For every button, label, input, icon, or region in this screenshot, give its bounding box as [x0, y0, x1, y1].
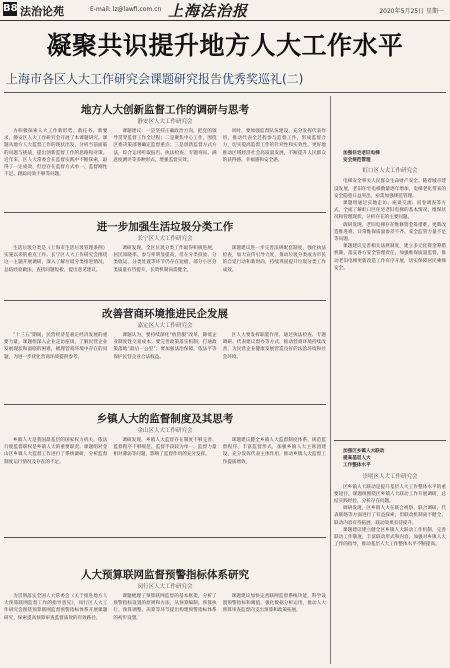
paragraph: 电梯安全事关人民群众生命财产安全。随着城市建设发展，老旧住宅电梯数量逐年增加，电梯老化带来的安全隐患日益突出，亟需加强规范管理。: [334, 179, 446, 199]
sidebar: [334, 98, 446, 664]
text-column: [4, 593, 107, 664]
article-body: [4, 128, 326, 210]
sidebar-article-divider: [334, 440, 446, 441]
text-column: [4, 437, 107, 535]
paragraph: 课题建议建立健全区乡镇人大联动工作机制，完善联动工作制度，丰富联动形式和内容，加强对乡镇人大工作的指导，推动基层人大工作整体水平不断提高。: [334, 527, 446, 548]
paragraph: “十三五”期间，民营经济是嘉定经济发展的重要力量。课题组深入企业走访座谈，了解民营企业发展现状和面临的困难，梳理营商环境中存在的问题，为进一步优化营商环境提供参考。: [4, 333, 108, 360]
article-title: 人大预算联网监督预警指标体系研究: [81, 569, 249, 581]
article-1: [4, 98, 326, 210]
text-column: [223, 332, 326, 403]
text-column: [4, 128, 107, 210]
sidebar-article-2: [334, 448, 446, 664]
article-byline: 闵行区人大工作研究会: [137, 584, 193, 590]
article-byline: 长宁区人大工作研究会: [137, 236, 193, 242]
paragraph: 乡镇人大是我国最基层的国家权力机关，依法行使监督职权是乡镇人大的重要职责。课题组对金山区乡镇人大监督工作进行了系统调研，分析监督制度运行情况及存在的不足。: [4, 438, 108, 465]
section-name: 法治论苑: [20, 5, 64, 18]
article-body: [4, 593, 326, 664]
sidebar-article-title: 安全规范管理: [343, 158, 371, 164]
text-column: [113, 593, 216, 664]
sidebar-article-title: 加强住宅老旧电梯: [343, 151, 380, 156]
paragraph: 课题建议健全乡镇人大监督制度体系，规范监督程序，丰富监督形式，加强乡镇人大主席团建设，充分发挥代表主体作用，推动乡镇人大监督工作提质增效。: [222, 438, 326, 465]
paragraph: 调研发现，老旧电梯存在维修资金筹措难、更新改造推进难、日常维保质量参差不齐、安全监管力量不足等问题。: [334, 222, 446, 243]
article-2: [4, 215, 326, 299]
article-4: [4, 407, 326, 535]
sidebar-article-1: [334, 150, 446, 432]
contact-email: E-mail: lz@lawfi.com.cn: [90, 6, 162, 13]
article-byline: 金山区人大工作研究会: [137, 428, 193, 434]
paragraph: 为积极探索人大工作新形势、新任务、新要求，静安区人大工作研究会开展了本课题研究。课题从地方人大监督工作的现状出发，分析当前面临的问题与挑战，提出创新监督工作的思路和对策。近年来，区人大常委会在监督实践中不断探索，取得了一定成效，但也存在监督方式单一、监督刚性不足、跟踪问效不够等问题。: [4, 129, 108, 178]
paragraph: 为贯彻落实全国人大常委会《关于推进地方人大预算联网监督工作的指导意见》，闵行区人大工作研究会围绕预算联网监督预警指标体系开展课题研究，探索提高预算审查监督质效的有效路径。: [4, 594, 108, 621]
text-column: [223, 245, 326, 299]
text-column: [113, 128, 216, 210]
article-3: [4, 303, 326, 403]
paragraph: 课题建议：一是坚持正确政治方向，把党的领导贯穿监督工作全过程；二是聚焦中心工作，围绕区委决策部署确定监督重点；三是创新监督方式方法，综合运用听取报告、执法检查、专题询问、满意度测评等多种形式，增强监督实效。: [113, 129, 217, 163]
paragraph: 区人大要发挥职能作用，通过执法检查、专题调研、代表建议督办等方式，推动营商环境持续改善，为民营企业健康发展营造良好的法治环境和社会环境。: [222, 333, 326, 360]
article-byline: 嘉定区人大工作研究会: [137, 323, 193, 329]
sidebar-article-title: 工作整体水平: [343, 463, 371, 469]
sidebar-article-byline: 虹口区人大工作研究会: [362, 168, 418, 175]
paragraph: 生活垃圾分类是《上海市生活垃圾管理条例》实施以来的重点工作。长宁区人大工作研究会围绕这一主题开展调研，深入了解垃圾分类推进情况，总结经验做法，查找问题短板，提出意见建议。: [4, 246, 108, 273]
article-divider: [4, 537, 326, 538]
paragraph: 课题组通过实地走访、座谈交流、问卷调查等方式，全面了解虹口区住宅老旧电梯的基本情况、维保状况和管理现状，分析存在的主要问题。: [334, 201, 446, 221]
article-body: [4, 437, 326, 535]
paragraph: 区乡镇人大联动是提升基层人大工作整体水平的重要途径。课题组围绕区乡镇人大联动工作开展调研，总结实践经验，分析存在问题。: [334, 484, 446, 505]
article-body: [4, 332, 326, 403]
page-title: 凝聚共识提升地方人大工作水平: [46, 31, 404, 60]
paragraph: 课题认为，要持续深化“放管服”改革，降低企业制度性交易成本；要完善政策落实机制，打通政策落地“最后一公里”；要加强法治保障，依法平等保护民营企业合法权益。: [113, 333, 217, 360]
headline-divider: [4, 92, 446, 93]
text-column: [223, 437, 326, 535]
text-column: [4, 332, 107, 403]
article-5: [4, 540, 326, 664]
article-divider: [4, 212, 326, 213]
paragraph: 课题建议完善相关法规制度，建立多元化资金筹措机制，落实各方安全管理责任，加强维保质量监督，推动老旧电梯更新改造工作有序开展，切实保障居民乘梯安全。: [334, 244, 446, 271]
sidebar-divider: [330, 96, 331, 664]
text-column: [113, 437, 216, 535]
text-column: [223, 593, 326, 664]
paragraph: 课题建议进一步完善法规配套制度，强化执法检查，加大宣传引导力度，推动垃圾分类成为市民的自觉行动和新时尚，持续巩固提升垃圾分类工作成效。: [222, 246, 326, 273]
text-column: [223, 128, 326, 210]
page-subtitle: 上海市各区人大工作研究会课题研究报告优秀奖巡礼(二): [6, 72, 304, 86]
paragraph: 调研发现，全区垃圾分类工作取得积极进展，居民知晓率、参与率明显提高，但在分类投放、分类收运、分类处置等环节仍存在短板，部分小区分类质量有待提升，长效机制尚需健全。: [113, 246, 217, 273]
paragraph: 调研发现，乡镇人大监督存在制度不够完善、监督程序不够规范、监督手段较为单一、监督力量相对薄弱等问题，影响了监督作用的充分发挥。: [113, 438, 217, 458]
paragraph: 同时，要加强监督队伍建设，充分发挥代表作用，推动代表全过程参与监督工作，形成监督合力，切实提高监督工作的针对性和实效性，更好地推动区域经济社会高质量发展，不断提升人民群众的获得感、幸福感和安全感。: [222, 129, 326, 163]
sidebar-article-byline: 崇明区人大工作研究会: [362, 473, 418, 480]
text-column: [113, 245, 216, 299]
article-divider: [4, 300, 326, 301]
page-number-badge: B8: [3, 3, 18, 14]
paragraph: 课题建议加快完善联网监督系统功能，科学设置预警指标和阈值，强化数据分析运用，推动人大预算审查监督向支出预算和政策拓展。: [222, 594, 326, 614]
article-byline: 静安区人大工作研究会: [137, 119, 193, 125]
article-title: 乡镇人大的监督制度及其思考: [96, 413, 234, 425]
paragraph: 课题梳理了预算联网监督的基本框架，分析了预警指标设置的原则和方法，从预算编制、预算执行、预算调整、决算等环节提出构建预警指标体系的初步设想。: [113, 594, 217, 621]
article-title: 改善营商环境推进民企发展: [102, 308, 228, 320]
article-title: 地方人大创新监督工作的调研与思考: [81, 104, 249, 116]
article-body: [4, 245, 326, 299]
masthead: [0, 0, 450, 21]
sidebar-article-title: 提高基层人大: [343, 456, 371, 462]
newspaper-brand: 上海法治报: [168, 2, 249, 20]
paragraph: 调研发现，区乡镇人大在联合视察、联合调研、代表联络等方面进行了有益探索，但联动机制尚不健全，联动内容有待拓展，联动效果有待提升。: [334, 506, 446, 526]
article-divider: [4, 404, 326, 405]
sidebar-article-title: 加强区乡镇人大联动: [343, 449, 385, 454]
article-title: 进一步加强生活垃圾分类工作: [96, 221, 234, 233]
text-column: [113, 332, 216, 403]
issue-date: 2020年5月25日 星期一: [379, 8, 444, 15]
text-column: [4, 245, 107, 299]
